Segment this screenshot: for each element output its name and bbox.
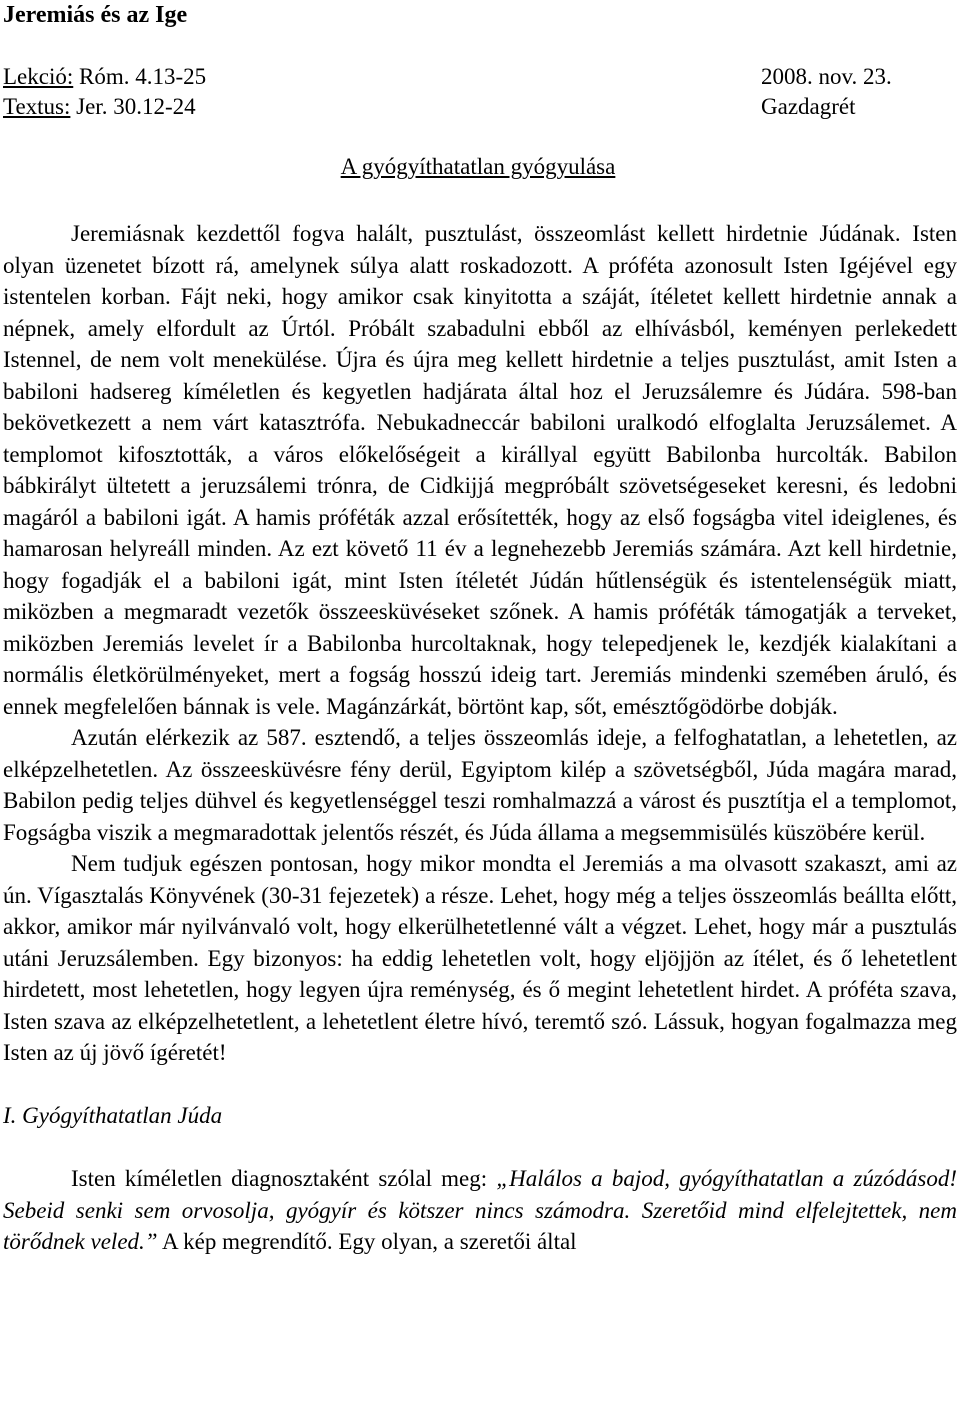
scripture-quote: „Halálos a bajod, gyógyíthatatlan a zúzódásod! Sebeid senki sem orvosolja, gyógyír és kötszer nincs számodra. Szeretőid mind elfelejtettek, nem törődnek veled.” bbox=[3, 1166, 957, 1254]
lekcio-ref: Róm. 4.13-25 bbox=[73, 64, 207, 89]
document-title: Jeremiás és az Ige bbox=[3, 2, 188, 28]
sermon-date: 2008. nov. 23. bbox=[761, 64, 892, 89]
lekcio-row bbox=[3, 62, 957, 92]
paragraph-4 bbox=[3, 1163, 957, 1258]
paragraph-2: Azután elérkezik az 587. esztendő, a teljes összeomlás ideje, a felfoghatatlan, a lehetetlen, az elképzelhetetlen. Az összeesküvésre fény derül, Egyiptom kilép a szövetségből, Júda magára marad, Babilon pedig teljes dühvel és kegyetlenséggel teszi romhalmazzá a várost és pusztítja el a templomot, Fogságba viszik a megmaradottak jelentős részét, és Júda állama a megsemmisülés küszöbére kerül. bbox=[3, 725, 957, 845]
paragraph-4-intro: Isten kíméletlen diagnosztaként szólal meg: bbox=[71, 1166, 497, 1191]
sermon-subtitle: A gyógyíthatatlan gyógyulása bbox=[340, 154, 616, 179]
textus-row bbox=[3, 92, 957, 122]
textus-label: Textus: bbox=[3, 94, 71, 119]
sermon-place: Gazdagrét bbox=[761, 94, 856, 119]
paragraph-4-rest: A kép megrendítő. Egy olyan, a szeretői által bbox=[157, 1229, 577, 1254]
textus-ref: Jer. 30.12-24 bbox=[70, 94, 196, 119]
lekcio-label: Lekció: bbox=[3, 64, 74, 89]
paragraph-1: Jeremiásnak kezdettől fogva halált, pusztulást, összeomlást kellett hirdetnie Júdának. Isten olyan üzenetet bízott rá, amelynek súlya alatt roskadozott. A próféta azonosult Isten Igéjével egy istentelen korban. Fájt neki, hogy amikor csak kinyitotta a száját, ítéletet kellett hirdetnie annak a népnek, amely elfordult az Úrtól. Próbált szabadulni ebből az elhívásból, keményen perlekedett Istennel, de nem volt menekülése. Újra és újra meg kellett hirdetnie a teljes pusztulást, amit Isten a babiloni hadsereg kíméletlen és kegyetlen hadjárata által hoz el Jeruzsálemre és Júdára. 598-ban bekövetkezett a nem várt katasztrófa. Nebukadneccár babiloni uralkodó elfoglalta Jeruzsálemet. A templomot kifosztották, a város előkelőségeit a királlyal együtt Babilonba hurcolták. Babilon bábkirályt ültetett a jeruzsálemi trónra, de Cidkijjá megpróbált szövetségeseket keresni, és ledobni magáról a babiloni igát. A hamis próféták azzal erősítették, hogy az első fogságba vitel ideiglenes, és hamarosan helyreáll minden. Az ezt követő 11 év a legnehezebb Jeremiás számára. Azt kell hirdetnie, hogy fogadják el a babiloni igát, mint Isten ítéletét Júdán hűtlenségük és istentelenségük miatt, miközben a megmaradt vezetők összeesküvéseket szőnek. A hamis próféták támogatják a terveket, miközben Jeremiás levelet ír a Babilonba hurcoltaknak, hogy telepedjenek le, kezdjék kialakítani a normális életkörülményeket, mert a fogság hosszú ideig tart. Jeremiás mindenki szemében áruló, és ennek megfelelően bánnak is vele. Magánzárkát, börtönt kap, sőt, emésztőgödörbe dobják. bbox=[3, 221, 957, 719]
section-heading: I. Gyógyíthatatlan Júda bbox=[3, 1103, 223, 1128]
paragraph-3: Nem tudjuk egészen pontosan, hogy mikor mondta el Jeremiás a ma olvasott szakaszt, ami az ún. Vígasztalás Könyvének (30-31 fejezetek) a része. Lehet, hogy még a teljes összeomlás beállta előtt, akkor, amikor már nyilvánvaló volt, hogy elkerülhetetlenné vált a végzet. Lehet, hogy már a pusztulás utáni Jeruzsálemben. Egy bizonyos: ha eddig lehetetlen volt, hogy eljöjjön az ítélet, és ő lehetetlent hirdetett, most lehetetlen, hogy legyen újra reménység, és ő megint lehetetlent hirdet. A próféta szava, Isten szava az elképzelhetetlent, a lehetetlent életre hívó, teremtő szó. Lássuk, hogyan fogalmazza meg Isten az új jövő ígéretét! bbox=[3, 851, 957, 1065]
sermon-body bbox=[3, 218, 957, 1258]
